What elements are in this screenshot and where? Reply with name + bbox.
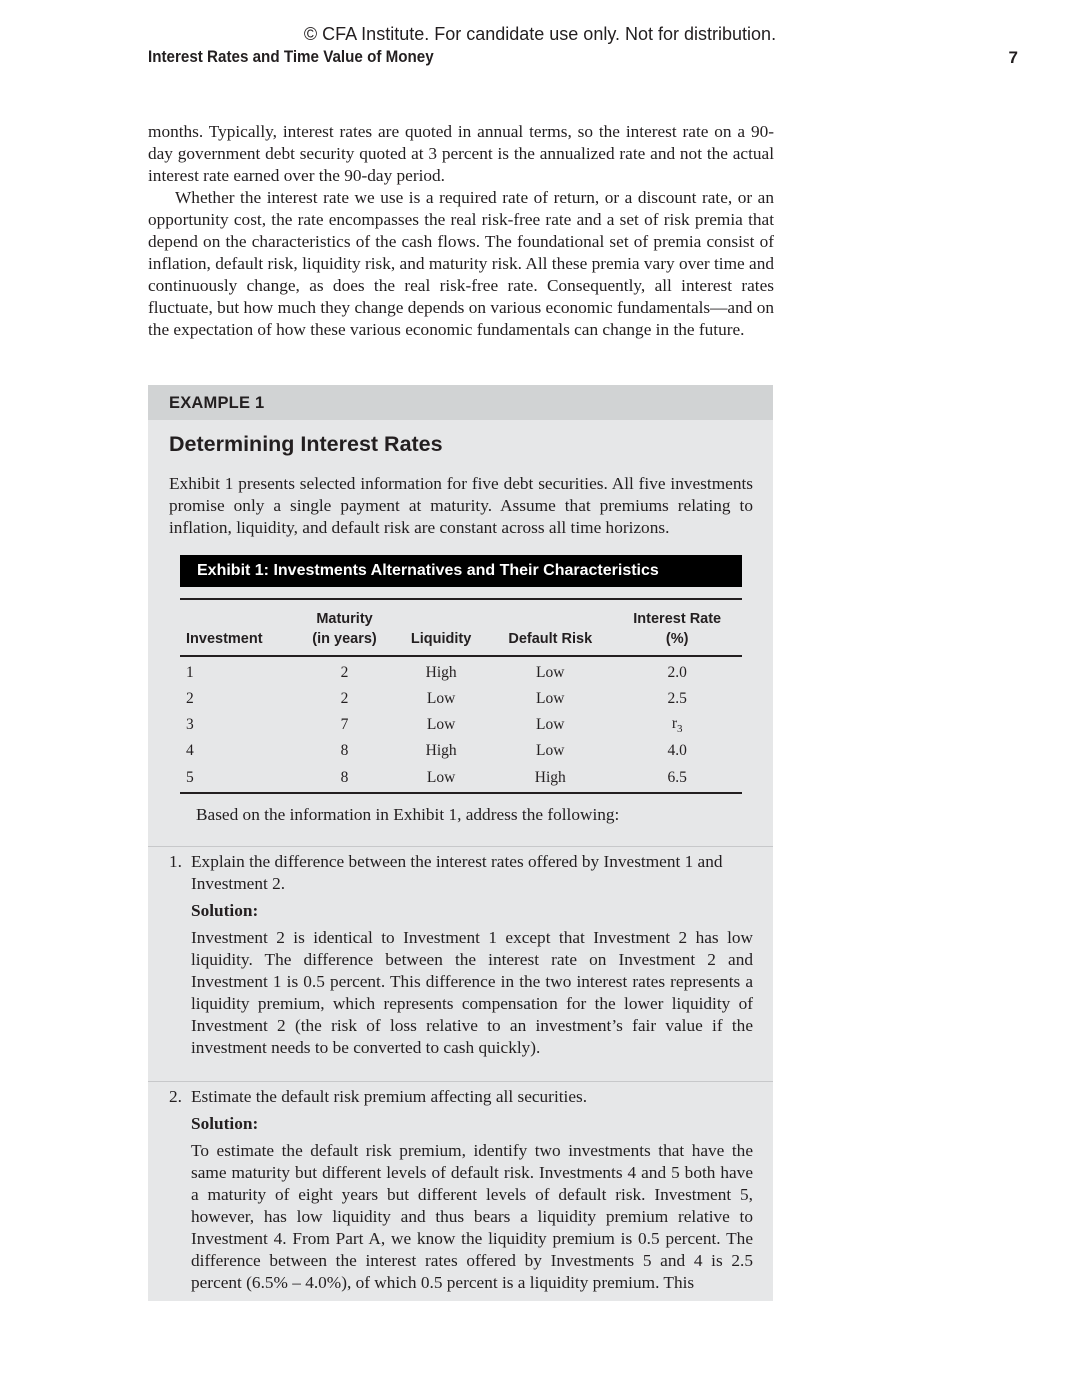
- column-header: Investment: [180, 599, 295, 656]
- table-cell: 1: [186, 664, 194, 681]
- question-number: 2.: [169, 1087, 182, 1106]
- table-cell: Low: [536, 716, 565, 733]
- question-number: 1.: [169, 852, 182, 871]
- paragraph: Whether the interest rate we use is a required rate of return, or a discount rate, or an opportunity cost, the rate encompasses the real risk-free rate and a set of risk premia that depend on the characteristics of the cash flows. The foundational set of premia consist of inflation, default risk, liquidity risk, and maturity risk. All these premia vary over time and continuously change, as does the real risk-free rate. Consequently, all interest rates fluctuate, but how much they change depends on various economic fundamentals—and on the expectation of how these various economic fundamentals can change in the future.: [148, 188, 774, 339]
- page-number: 7: [1008, 48, 1018, 67]
- table-cell: 2.5: [667, 690, 687, 707]
- table-cell: 7: [340, 716, 349, 733]
- body-text: [148, 121, 774, 341]
- table-cell: 8: [340, 742, 349, 759]
- table-row: [180, 686, 742, 712]
- table-cell: Low: [426, 690, 456, 707]
- column-header: Default Risk: [488, 599, 612, 656]
- example-label: EXAMPLE 1: [169, 394, 265, 412]
- table-cell: High: [425, 742, 457, 759]
- table-cell: High: [534, 769, 566, 786]
- table-row: [180, 738, 742, 764]
- exhibit-table: [180, 598, 742, 794]
- column-header: Interest Rate (%): [612, 599, 742, 656]
- exhibit-title: Exhibit 1: Investments Alternatives and Their Characteristics: [180, 555, 742, 587]
- table-row: [180, 656, 742, 686]
- divider: [148, 846, 773, 847]
- table-cell: Low: [426, 769, 456, 786]
- table-cell: 2: [186, 690, 194, 707]
- column-header: Maturity (in years): [295, 599, 394, 656]
- example-title: Determining Interest Rates: [169, 432, 443, 456]
- paragraph: months. Typically, interest rates are quoted in annual terms, so the interest rate on a 90-day government debt security quoted at 3 percent is the annualized rate and not the actual interest rate earned over the 90-day period.: [148, 122, 774, 185]
- copyright-notice: © CFA Institute. For candidate use only. Not for distribution.: [303, 24, 777, 44]
- table-cell: 4: [186, 742, 194, 759]
- solution-label: Solution:: [191, 901, 259, 920]
- example-box: [148, 385, 773, 1301]
- table-cell: 6.5: [667, 769, 687, 786]
- example-intro: Exhibit 1 presents selected information for five debt securities. All five investments promise only a single payment at maturity. Assume that premiums relating to inflation, liquidity, and default risk are constant across all time horizons.: [169, 474, 753, 537]
- table-cell: Low: [426, 716, 456, 733]
- r3-symbol: r: [671, 714, 678, 732]
- question-text: Explain the difference between the interest rates offered by Investment 1 and Investment 2.: [191, 852, 723, 893]
- table-header-row: [180, 599, 742, 656]
- solution-text: Investment 2 is identical to Investment 1 except that Investment 2 has low liquidity. The difference between the interest rate on Investment 2 and Investment 1 is 0.5 percent. This difference in the two interest rates represents a liquidity premium, which represents compensation for the lower liquidity of Investment 2 (the risk of loss relative to an investment’s fair value if the investment needs to be converted to cash quickly).: [191, 928, 753, 1057]
- divider: [148, 1081, 773, 1082]
- table-cell: 4.0: [667, 742, 687, 759]
- question-text: Estimate the default risk premium affecting all securities.: [191, 1087, 588, 1106]
- r3-subscript: 3: [677, 723, 683, 736]
- solution-text: To estimate the default risk premium, identify two investments that have the same maturity but different levels of default risk. Investments 4 and 5 both have a maturity of eight years but different levels of default risk. Investment 5, however, has low liquidity and thus bears a liquidity premium relative to Investment 4. From Part A, we know the liquidity premium is 0.5 percent. The difference between the interest rates offered by Investments 5 and 4 is 2.5 percent (6.5% – 4.0%), of which 0.5 percent is a liquidity premium. This: [191, 1141, 753, 1292]
- table-row: [180, 764, 742, 793]
- table-cell: 2: [340, 664, 349, 681]
- table-cell: Low: [536, 690, 565, 707]
- table-cell: 2.0: [667, 664, 687, 681]
- table-cell: 5: [186, 769, 194, 786]
- table-cell: Low: [536, 664, 565, 681]
- question-block: [169, 851, 753, 1059]
- table-cell: 2: [340, 690, 349, 707]
- table-cell: High: [425, 664, 457, 681]
- table-cell: [612, 712, 742, 738]
- question-block: [169, 1086, 753, 1294]
- column-header: Liquidity: [394, 599, 488, 656]
- example-instruction: Based on the information in Exhibit 1, address the following:: [196, 805, 620, 824]
- solution-label: Solution:: [191, 1114, 259, 1133]
- table-cell: 3: [186, 716, 194, 733]
- table-cell: Low: [536, 742, 565, 759]
- table-cell: 8: [340, 769, 349, 786]
- table-row: [180, 712, 742, 738]
- running-title: Interest Rates and Time Value of Money: [148, 48, 434, 66]
